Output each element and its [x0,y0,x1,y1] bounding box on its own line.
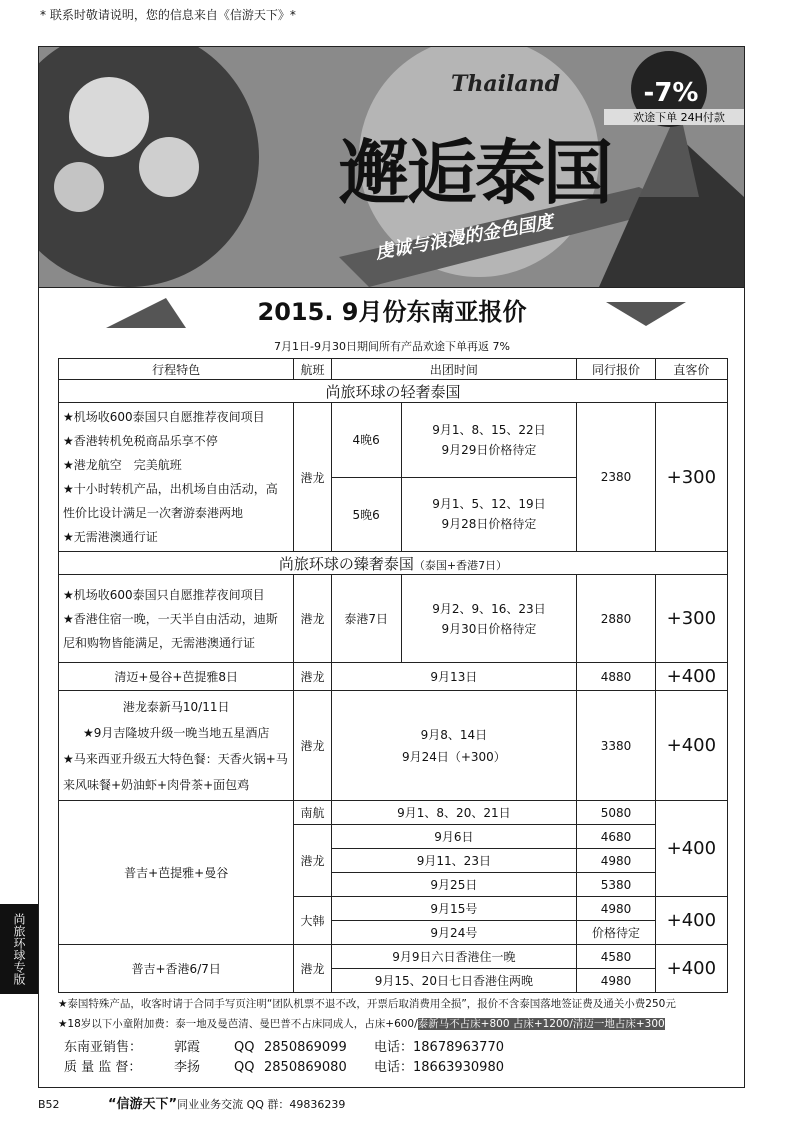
header-direct: 直客价 [655,359,727,380]
airline-cell: 大韩 [294,897,331,945]
price-cell: 2880 [577,575,655,663]
dates-cell: 9月11、23日 [331,849,577,873]
direct-price-cell: +400 [655,691,727,801]
nights-cell: 泰港7日 [331,575,401,663]
contacts [64,1038,504,1078]
dates-cell: 9月24号 [331,921,577,945]
dates-text: 9月1、8、15、22日 [432,422,546,437]
contact-name: 李扬 [174,1060,201,1075]
table-row [59,575,728,663]
dates-note: 9月28日价格待定 [441,517,537,532]
nights-cell: 5晚6 [331,477,401,552]
contact-role: 质 量 监 督： [64,1060,142,1075]
direct-price-cell: +300 [655,403,727,552]
contact-role: 东南亚销售： [64,1040,143,1055]
qq-label: QQ [234,1060,255,1075]
page-footer [38,1093,758,1112]
dates-cell [401,403,577,478]
price-cell: 4680 [577,825,655,849]
feature-item: ★机场收600泰国只自愿推荐夜间项目 [63,410,265,424]
table-row [59,691,728,801]
airline-cell: 港龙 [294,691,331,801]
dates-text: 9月8、14日 [420,727,488,742]
dates-cell [331,691,577,801]
title-text: 2015. 9月份东南亚报价 [257,298,527,326]
header-airline: 航班 [294,359,331,380]
feature-item: ★马来西亚升级五大特色餐：天香火锅+马来风味餐+奶油虾+肉骨茶+面包鸡 [63,751,288,792]
airline-cell: 港龙 [294,825,331,897]
dates-note: 9月30日价格待定 [441,621,537,636]
airline-cell: 港龙 [294,575,331,663]
header-price: 同行报价 [577,359,655,380]
feature-list [59,691,294,801]
dates-cell: 9月13日 [331,663,577,691]
banner-title: 邂逅泰国 [339,131,611,214]
page-number: B52 [38,1098,60,1111]
direct-price-cell: +400 [655,897,727,945]
table-row [59,403,728,478]
footnote-2 [58,1016,718,1031]
source-note: * 联系时敬请说明，您的信息来自《信游天下》* [40,8,296,22]
price-cell: 4580 [577,945,655,969]
airline-cell: 港龙 [294,663,331,691]
direct-price-cell: +400 [655,945,727,993]
price-cell: 5380 [577,873,655,897]
feature-item: ★无需港澳通行证 [63,530,158,544]
dates-text: 9月24日（+300） [401,749,506,764]
airline-cell: 南航 [294,801,331,825]
contact-tel: 18663930980 [413,1060,504,1075]
footnote-2-text: ★18岁以下小童附加费：泰一地及曼芭清、曼巴普不占床同成人，占床+600/ [58,1018,418,1030]
price-cell: 4980 [577,969,655,993]
section-title: 尚旅环球の轻奢泰国 [59,380,728,403]
direct-price-cell: +300 [655,575,727,663]
section-title-text: 尚旅环球の臻奢泰国 [278,554,414,573]
page-title [46,292,738,336]
direct-price-cell: +400 [655,801,727,897]
banner-slogan: 虔诚与浪漫的金色国度 [373,211,555,264]
header-features: 行程特色 [59,359,294,380]
feature-item: ★机场收600泰国只自愿推荐夜间项目 [63,587,265,602]
price-cell: 价格待定 [577,921,655,945]
nights-cell: 4晚6 [331,403,401,478]
banner [38,46,745,288]
contact-tel: 18678963770 [413,1040,504,1055]
price-cell: 4980 [577,897,655,921]
dates-text: 9月1、5、12、19日 [432,497,546,512]
feature-item: ★9月吉隆坡升级一晚当地五星酒店 [82,725,270,740]
brand-name: “信游天下” [108,1097,178,1112]
feature-item: ★港龙航空 完美航班 [63,458,182,472]
dates-cell: 9月15、20日七日香港住两晚 [331,969,577,993]
price-table [58,358,728,993]
dates-cell: 9月9日六日香港住一晚 [331,945,577,969]
price-cell: 4880 [577,663,655,691]
contact-row [64,1038,504,1058]
table-row [59,945,728,969]
discount-text: -7% [643,78,699,108]
table-row [59,663,728,691]
route-name: 普吉+香港6/7日 [59,945,294,993]
dates-cell: 9月6日 [331,825,577,849]
route-name: 清迈+曼谷+芭提雅8日 [59,663,294,691]
dates-note: 9月29日价格待定 [441,442,537,457]
qq-label: QQ [234,1040,255,1055]
direct-price-cell: +400 [655,663,727,691]
route-name: 普吉+芭提雅+曼谷 [59,801,294,945]
feature-list [59,575,294,663]
price-cell: 5080 [577,801,655,825]
route-name: 港龙泰新马10/11日 [122,699,230,714]
table-header [59,359,728,380]
price-section [46,292,738,993]
feature-item: ★香港住宿一晚，一天半自由活动，迪斯尼和购物皆能满足，无需港澳通行证 [63,611,278,650]
price-cell: 3380 [577,691,655,801]
feature-item: ★十小时转机产品，出机场自由活动，高性价比设计满足一次奢游泰港两地 [63,482,278,520]
tel-label: 电话： [374,1060,414,1075]
feature-item: ★香港转机免税商品乐享不停 [63,434,218,448]
banner-thailand-text: Thailand [451,71,560,97]
side-tab: 尚旅环球专版 [0,904,38,994]
contact-name: 郭霞 [174,1040,201,1055]
header-dates: 出团时间 [331,359,577,380]
exchange-qq: 同业业务交流 QQ 群：49836239 [177,1098,346,1111]
airline-cell: 港龙 [294,945,331,993]
footnote-2-highlight: 泰新马不占床+800 占床+1200/清迈一地占床+300 [417,1018,665,1030]
feature-list [59,403,294,552]
dates-cell: 9月15号 [331,897,577,921]
footnote-1: ★泰国特殊产品，收客时请于合同手写页注明“团队机票不退不改，开票后取消费用全损”，报价不含泰国落地签证费及通关小费250元 [58,998,676,1010]
dates-cell [401,575,577,663]
dates-text: 9月2、9、16、23日 [432,601,546,616]
table-row [59,801,728,825]
dates-cell: 9月25日 [331,873,577,897]
contact-qq: 2850869080 [264,1060,347,1075]
section-title [59,552,728,575]
dates-cell: 9月1、8、20、21日 [331,801,577,825]
discount-note: 欢途下单 24H付款 [604,109,745,125]
dates-cell [401,477,577,552]
section-note: （泰国+香港7日） [413,558,508,572]
contact-qq: 2850869099 [264,1040,347,1055]
contact-row [64,1058,504,1078]
price-cell: 4980 [577,849,655,873]
price-cell: 2380 [577,403,655,552]
tel-label: 电话： [374,1040,414,1055]
airline-cell: 港龙 [294,403,331,552]
subtitle: 7月1日-9月30日期间所有产品欢途下单再返 7% [274,340,510,353]
